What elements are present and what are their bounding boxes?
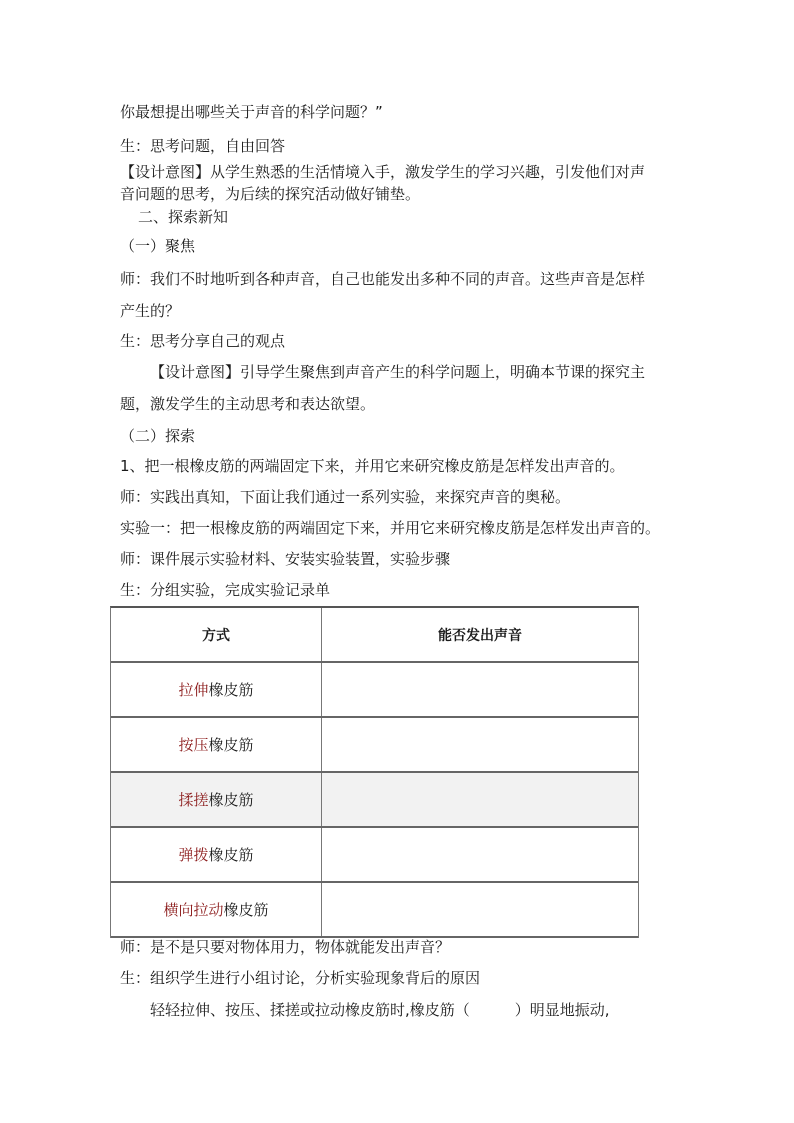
method-object: 橡皮筋 [208,791,254,809]
method-cell [111,883,322,936]
text-line: 生：思考分享自己的观点 [120,332,286,350]
method-cell [111,663,322,716]
text-line: 轻轻拉伸、按压、揉搓或拉动橡皮筋时,橡皮筋（ ）明显地振动, [150,1001,610,1019]
result-cell[interactable] [322,773,638,826]
table-row [111,663,638,718]
method-verb: 横向拉动 [163,901,224,919]
text-line: 【设计意图】从学生熟悉的生活情境入手，激发学生的学习兴趣，引发他们对声 [120,163,646,181]
subsection-heading: （一）聚焦 [120,237,196,255]
text-line: 师：实践出真知，下面让我们通过一系列实验，来探究声音的奥秘。 [120,488,571,506]
text-line: 你最想提出哪些关于声音的科学问题？” [120,103,383,121]
table-header-row [111,608,638,663]
result-cell[interactable] [322,718,638,771]
text-line: 音问题的思考，为后续的探究活动做好铺垫。 [120,185,421,203]
method-cell [111,828,322,881]
method-verb: 弹拨 [178,846,209,864]
text-line: 师：课件展示实验材料、安装实验装置，实验步骤 [120,550,451,568]
method-object: 橡皮筋 [208,681,254,699]
result-cell[interactable] [322,663,638,716]
table-header-method: 方式 [111,608,322,661]
text-line: 师：是不是只要对物体用力，物体就能发出声音？ [120,938,451,956]
text-line: 生：思考问题，自由回答 [120,137,286,155]
text-line: 生：分组实验，完成实验记录单 [120,581,331,599]
method-object: 橡皮筋 [223,901,269,919]
table-row [111,883,638,938]
method-object: 橡皮筋 [208,846,254,864]
text-line: 生：组织学生进行小组讨论，分析实验现象背后的原因 [120,969,481,987]
text-line: 【设计意图】引导学生聚焦到声音产生的科学问题上，明确本节课的探究主 [150,363,646,381]
text-line: 1、把一根橡皮筋的两端固定下来，并用它来研究橡皮筋是怎样发出声音的。 [120,457,625,475]
subsection-heading: （二）探索 [120,427,196,445]
text-line: 产生的？ [120,302,181,320]
method-verb: 按压 [178,736,209,754]
method-cell [111,773,322,826]
method-verb: 拉伸 [178,681,209,699]
method-object: 橡皮筋 [208,736,254,754]
section-heading: 二、探索新知 [138,208,229,226]
experiment-record-table [110,606,639,938]
result-cell[interactable] [322,883,638,936]
result-cell[interactable] [322,828,638,881]
table-row [111,828,638,883]
table-row [111,773,638,828]
method-cell [111,718,322,771]
text-line: 师：我们不时地听到各种声音，自己也能发出多种不同的声音。这些声音是怎样 [120,270,646,288]
text-line: 题，激发学生的主动思考和表达欲望。 [120,395,376,413]
method-verb: 揉搓 [178,791,209,809]
table-row [111,718,638,773]
text-line: 实验一：把一根橡皮筋的两端固定下来，并用它来研究橡皮筋是怎样发出声音的。 [120,519,661,537]
table-header-sound: 能否发出声音 [438,627,522,644]
